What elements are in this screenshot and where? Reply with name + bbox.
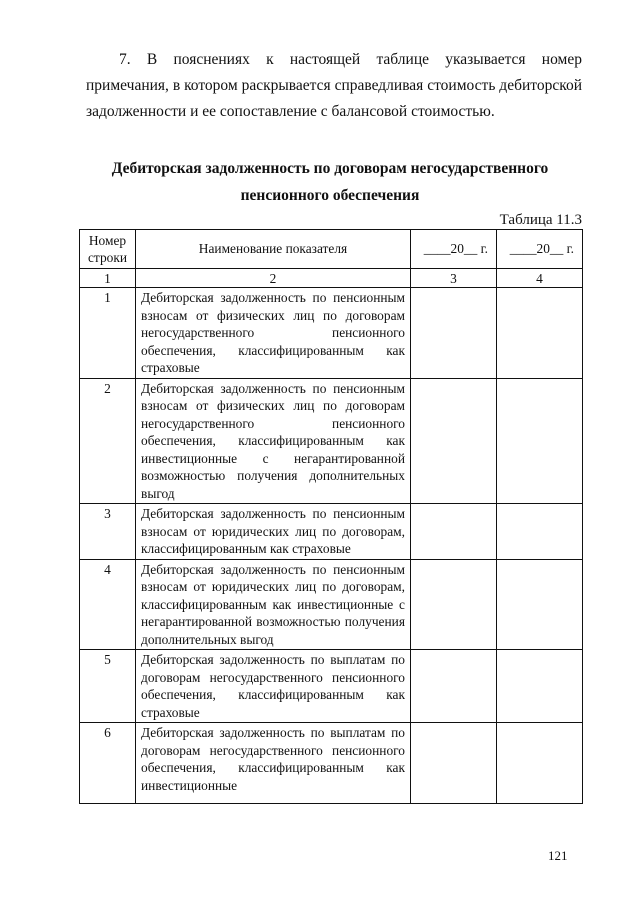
header-year-1: ____20__ г. bbox=[411, 230, 497, 269]
row-number: 6 bbox=[80, 723, 136, 804]
note-paragraph-text: 7. В пояснениях к настоящей таблице указывается номер примечания, в котором раскрывается справедливая стоимость дебиторской задолженности и ее сопоставление с балансовой стоимостью. bbox=[86, 51, 582, 120]
row-number: 5 bbox=[80, 650, 136, 723]
value-cell-year-2 bbox=[497, 650, 583, 723]
table-title-line-2: пенсионного обеспечения bbox=[240, 187, 420, 204]
row-number: 2 bbox=[80, 378, 136, 504]
value-cell-year-2 bbox=[497, 378, 583, 504]
column-number: 2 bbox=[136, 269, 411, 288]
column-number: 4 bbox=[497, 269, 583, 288]
indicator-name: Дебиторская задолженность по выплатам по договорам негосударственного пенсионного обеспечения, классифицированным как страховые bbox=[136, 650, 411, 723]
value-cell-year-2 bbox=[497, 559, 583, 650]
row-number: 4 bbox=[80, 559, 136, 650]
table-row bbox=[80, 504, 583, 560]
value-cell-year-1 bbox=[411, 650, 497, 723]
value-cell-year-1 bbox=[411, 378, 497, 504]
table-header-row bbox=[80, 230, 583, 269]
table-number: Таблица 11.3 bbox=[499, 212, 582, 228]
value-cell-year-1 bbox=[411, 288, 497, 379]
value-cell-year-1 bbox=[411, 559, 497, 650]
header-indicator-name: Наименование показателя bbox=[136, 230, 411, 269]
value-cell-year-2 bbox=[497, 723, 583, 804]
table-row bbox=[80, 650, 583, 723]
receivables-table bbox=[79, 229, 583, 804]
row-number: 1 bbox=[80, 288, 136, 379]
indicator-name: Дебиторская задолженность по пенсионным взносам от юридических лиц по договорам, классифицированным как страховые bbox=[136, 504, 411, 560]
column-number-row bbox=[80, 269, 583, 288]
indicator-name: Дебиторская задолженность по выплатам по договорам негосударственного пенсионного обеспечения, классифицированным как инвестиционные bbox=[136, 723, 411, 804]
table-row bbox=[80, 723, 583, 804]
value-cell-year-2 bbox=[497, 288, 583, 379]
table-row bbox=[80, 378, 583, 504]
indicator-name: Дебиторская задолженность по пенсионным взносам от юридических лиц по договорам, классифицированным как инвестиционные с негарантированной возможностью получения дополнительных выгод bbox=[136, 559, 411, 650]
column-number: 1 bbox=[80, 269, 136, 288]
value-cell-year-1 bbox=[411, 723, 497, 804]
header-year-2: ____20__ г. bbox=[497, 230, 583, 269]
page-number: 121 bbox=[548, 848, 568, 863]
value-cell-year-1 bbox=[411, 504, 497, 560]
column-number: 3 bbox=[411, 269, 497, 288]
table-row bbox=[80, 559, 583, 650]
value-cell-year-2 bbox=[497, 504, 583, 560]
indicator-name: Дебиторская задолженность по пенсионным взносам от физических лиц по договорам негосударственного пенсионного обеспечения, классифицированным как страховые bbox=[136, 288, 411, 379]
table-row bbox=[80, 288, 583, 379]
note-paragraph bbox=[86, 47, 582, 125]
table-title-line-1: Дебиторская задолженность по договорам негосударственного bbox=[111, 160, 549, 177]
header-row-number: Номер строки bbox=[80, 230, 136, 269]
indicator-name: Дебиторская задолженность по пенсионным взносам от физических лиц по договорам негосударственного пенсионного обеспечения, классифицированным как инвестиционные с негарантированной возможностью получения дополнительных выгод bbox=[136, 378, 411, 504]
row-number: 3 bbox=[80, 504, 136, 560]
